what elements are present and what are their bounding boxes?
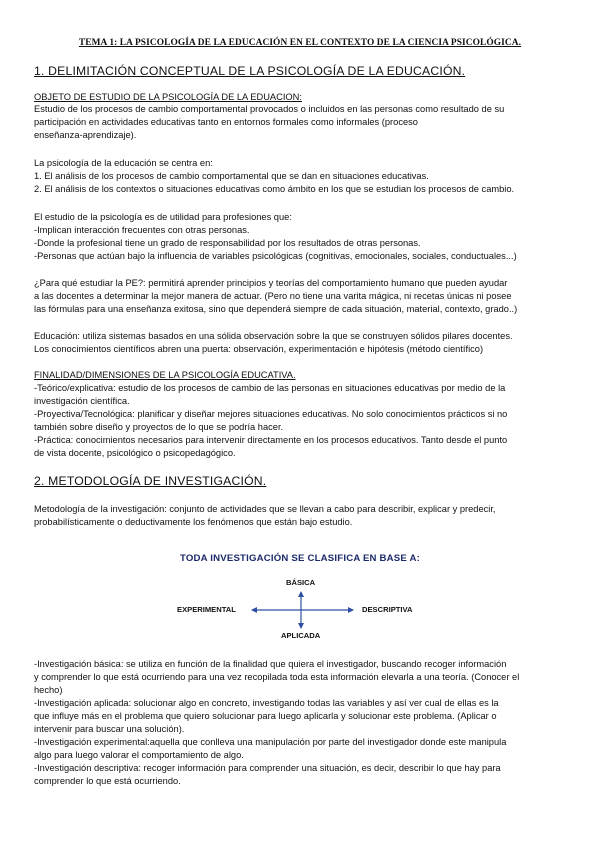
diagram-label-descriptiva: DESCRIPTIVA: [362, 605, 413, 614]
text-line: 2. El análisis de los contextos o situaciones educativas como ámbito en los que se estudian los procesos de cambio.: [34, 184, 515, 194]
text-line: hecho): [34, 685, 63, 695]
text-line: -Implican interacción frecuentes con otras personas.: [34, 225, 250, 235]
text-line: Los conocimientos científicos abren una puerta: observación, experimentación e hipótesis (método científico): [34, 344, 484, 354]
text-line: algo para luego valorar el comportamiento de algo.: [34, 750, 244, 760]
section2-heading: 2. METODOLOGÍA DE INVESTIGACIÓN.: [34, 474, 267, 488]
text-line: probabilísticamente o deductivamente los fenómenos que están bajo estudio.: [34, 517, 353, 527]
text-line: intervenir para buscar una solución).: [34, 724, 185, 734]
text-line: comprender lo que está ocurriendo.: [34, 776, 181, 786]
text-line: -Investigación descriptiva: recoger información para comprender una situación, es decir, describir lo que hay para: [34, 763, 501, 773]
text-line: Metodología de la investigación: conjunto de actividades que se llevan a cabo para describir, explicar y predecir,: [34, 504, 496, 514]
section1-heading: 1. DELIMITACIÓN CONCEPTUAL DE LA PSICOLOGÍA DE LA EDUCACIÓN.: [34, 64, 466, 78]
text-line: de vista docente, psicológico o psicopedagógico.: [34, 448, 236, 458]
diagram-label-basica: BÁSICA: [286, 578, 316, 587]
text-line: investigación científica.: [34, 396, 130, 406]
text-line: las fórmulas para una enseñanza exitosa, sino que dependerá siempre de cada situación, material, contexto, grado..): [34, 304, 518, 314]
text-line: -Teórico/explicativa: estudio de los procesos de cambio de las personas en situaciones educativas por medio de la: [34, 383, 506, 393]
text-line: -Proyectiva/Tecnológica: planificar y diseñar mejores situaciones educativas. No solo conocimientos prácticos si no: [34, 409, 508, 419]
text-line: que influye más en el problema que quiero solucionar para luego aplicarla y solucionar este problema. (Aplicar o: [34, 711, 497, 721]
text-line: Educación: utiliza sistemas basados en una sólida observación sobre la que se construyen sólidos pilares docentes.: [34, 331, 513, 341]
text-line: participación en actividades educativas tanto en entornos formales como informales (proceso: [34, 117, 418, 127]
text-line: -Investigación experimental:aquella que conlleva una manipulación por parte del investigador donde este manipula: [34, 737, 507, 747]
diagram-label-aplicada: APLICADA: [281, 631, 321, 640]
text-line: 1. El análisis de los procesos de cambio comportamental que se dan en situaciones educativas.: [34, 171, 429, 181]
diagram-title: TODA INVESTIGACIÓN SE CLASIFICA EN BASE A:: [179, 553, 421, 564]
text-line: a las docentes a determinar la mejor manera de actuar. (Pero no tiene una varita mágica, ni recetas únicas ni posee: [34, 291, 512, 301]
text-line: ¿Para qué estudiar la PE?: permitirá aprender principios y teorías del comportamiento humano que pueden ayudar: [34, 278, 508, 288]
tipos-paragraph: [34, 658, 574, 788]
text-line: Estudio de los procesos de cambio comportamental provocados o incluidos en las personas como resultado de su: [34, 104, 505, 114]
text-line: El estudio de la psicología es de utilidad para profesiones que:: [34, 212, 292, 222]
document-title: TEMA 1: LA PSICOLOGÍA DE LA EDUCACIÓN EN EL CONTEXTO DE LA CIENCIA PSICOLÓGICA.: [78, 38, 522, 48]
text-line: -Donde la profesional tiene un grado de responsabilidad por los resultados de otras personas.: [34, 238, 421, 248]
text-line: enseñanza-aprendizaje).: [34, 130, 137, 140]
text-line: también sobre diseño y proyectos de lo que se podría hacer.: [34, 422, 284, 432]
text-line: -Práctica: conocimientos necesarios para intervenir directamente en los procesos educativos. Tanto desde el punto: [34, 435, 508, 445]
objeto-heading: OBJETO DE ESTUDIO DE LA PSICOLOGÍA DE LA EDUACION:: [34, 92, 302, 102]
finalidad-heading: FINALIDAD/DIMENSIONES DE LA PSICOLOGÍA EDUCATIVA.: [34, 370, 296, 380]
diagram-label-experimental: EXPERIMENTAL: [177, 605, 236, 614]
text-line: -Personas que actúan bajo la influencia de variables psicológicas (cognitivas, emocionales, sociales, conductuales...): [34, 251, 517, 261]
text-line: -Investigación básica: se utiliza en función de la finalidad que quiera el investigador, buscando recoger información: [34, 659, 507, 669]
text-line: La psicología de la educación se centra en:: [34, 158, 213, 168]
text-line: -Investigación aplicada: solucionar algo en concreto, investigando todas las variables y así ver cual de ellas es la: [34, 698, 499, 708]
text-line: y comprender lo que está ocurriendo para una vez recopilada toda esta información elevarla a una teoría. (Conocer el: [34, 672, 520, 682]
